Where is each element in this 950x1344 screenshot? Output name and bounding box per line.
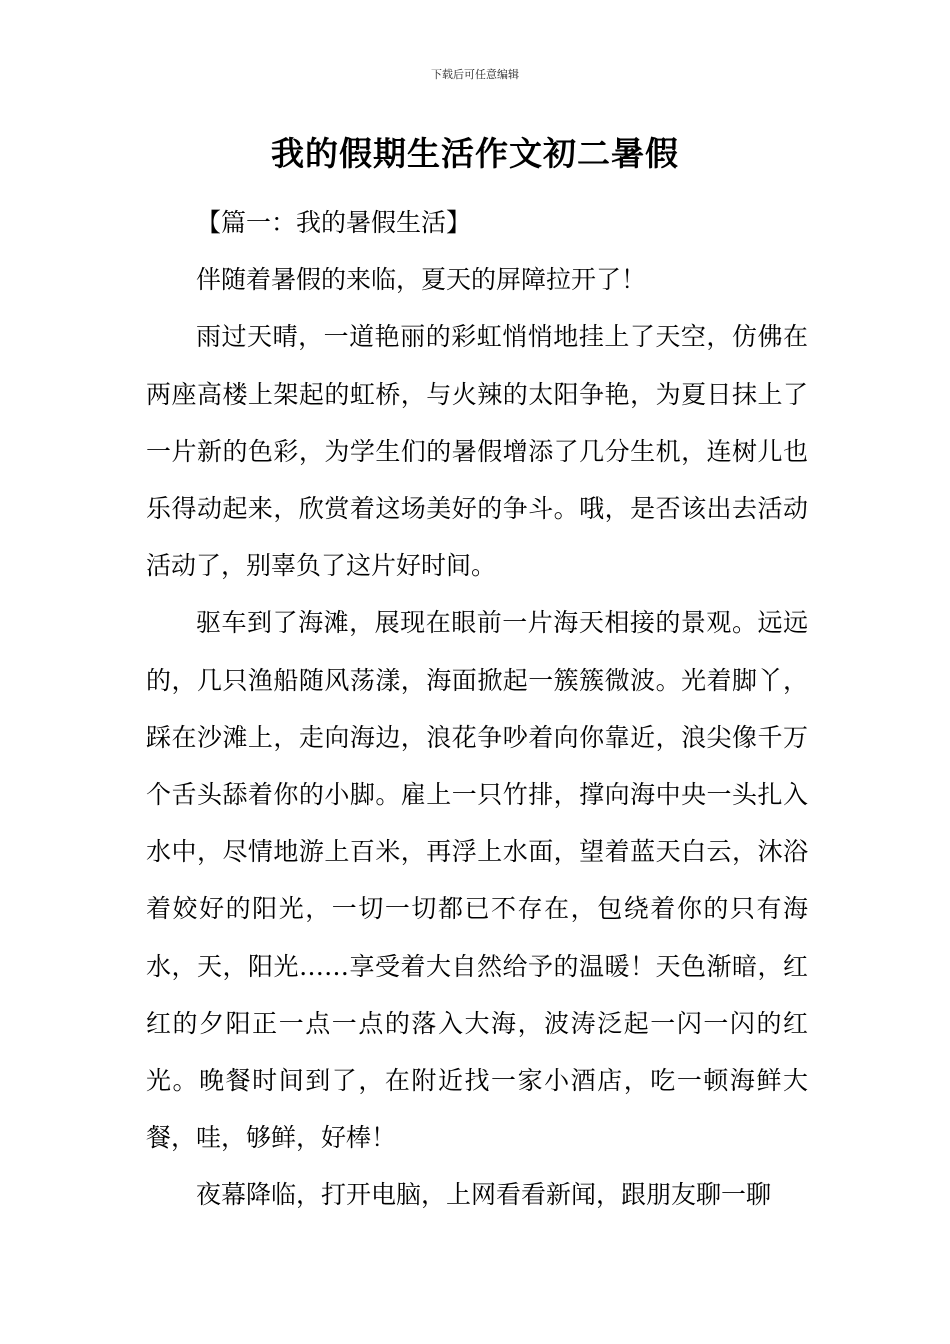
document-title: 我的假期生活作文初二暑假 — [271, 134, 679, 173]
section-heading: 【篇一：我的暑假生活】 — [196, 208, 472, 237]
paragraph-1: 伴随着暑假的来临，夏天的屏障拉开了！ — [196, 265, 647, 295]
paragraph-3: 驱车到了海滩，展现在眼前一片海天相接的景观。远远的，几只渔船随风荡漾，海面掀起一簇簇微波。光着脚丫，踩在沙滩上，走向海边，浪花争吵着向你靠近，浪尖像千万个舌头舔着你的小脚。雇上一只竹排，撑向海中央一头扎入水中，尽情地游上百米，再浮上水面，望着蓝天白云，沐浴着姣好的阳光，一切一切都已不存在，包绕着你的只有海水，天，阳光……享受着大自然给予的温暖！天色渐暗，红红的夕阳正一点一点的落入大海，波涛泛起一闪一闪的红光。晚餐时间到了，在附近找一家小酒店，吃一顿海鲜大餐，哇，够鲜，好棒！ — [146, 608, 808, 1153]
paragraph-2: 雨过天晴，一道艳丽的彩虹悄悄地挂上了天空，仿佛在两座高楼上架起的虹桥，与火辣的太阳争艳，为夏日抹上了一片新的色彩，为学生们的暑假增添了几分生机，连树儿也乐得动起来，欣赏着这场美好的争斗。哦，是否该出去活动活动了，别辜负了这片好时间。 — [146, 322, 808, 581]
paragraph-4: 夜幕降临，打开电脑，上网看看新闻，跟朋友聊一聊 — [196, 1180, 772, 1210]
document-body — [146, 194, 808, 1224]
header-note: 下载后可任意编辑 — [431, 68, 519, 81]
